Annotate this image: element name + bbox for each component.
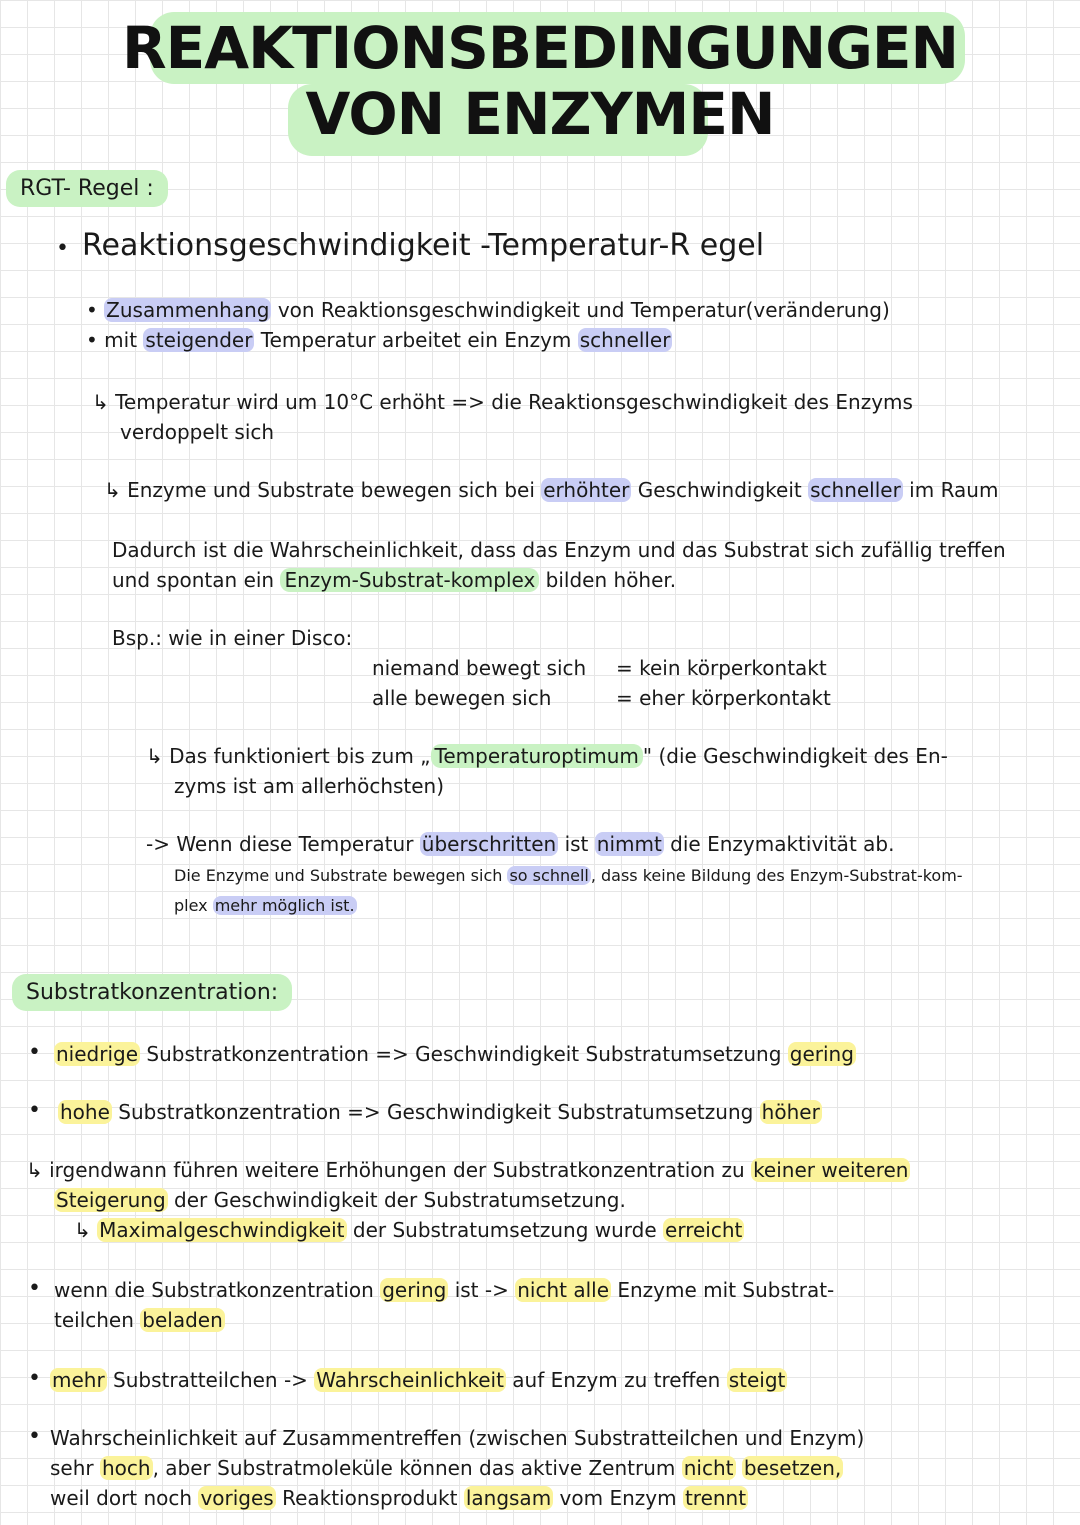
rgt-dadurch-line1: Dadurch ist die Wahrscheinlichkeit, dass das Enzym und das Substrat sich zufällig treffen <box>112 538 1006 562</box>
bullet-dot: • <box>28 1276 41 1301</box>
text: ist -> <box>448 1278 516 1302</box>
text: plex <box>174 896 213 915</box>
text: von Reaktionsgeschwindigkeit und Temperatur(veränderung) <box>271 298 890 322</box>
text: , dass keine Bildung des Enzym-Substrat-kom- <box>590 866 963 885</box>
rgt-arrow1-line1: ↳ Temperatur wird um 10°C erhöht => die Reaktionsgeschwindigkeit des Enzyms <box>92 390 913 414</box>
page-title-line2: VON ENZYMEN <box>305 80 775 148</box>
bullet-dot: • <box>56 236 69 261</box>
highlight: schneller <box>810 478 901 502</box>
text: teilchen <box>54 1308 141 1332</box>
highlight: Maximalgeschwindigkeit <box>99 1218 345 1242</box>
bullet-dot: • <box>28 1424 41 1449</box>
text: weil dort noch <box>50 1486 199 1510</box>
highlight: steigt <box>728 1368 786 1392</box>
text: ↳ irgendwann führen weitere Erhöhungen der Substratkonzentration zu <box>26 1158 752 1182</box>
highlight: höher <box>761 1100 820 1124</box>
rgt-wenn <box>146 832 894 856</box>
text: ↳ Enzyme und Substrate bewegen sich bei <box>104 478 542 502</box>
highlight: erreicht <box>665 1218 743 1242</box>
rgt-definition: Reaktionsgeschwindigkeit -Temperatur-R egel <box>82 228 765 263</box>
disco-right-2: = eher körperkontakt <box>616 686 831 710</box>
text: Reaktionsprodukt <box>275 1486 464 1510</box>
highlight: Enzym-Substrat-komplex <box>280 568 539 592</box>
highlight: schneller <box>579 328 671 352</box>
highlight: niedrige <box>56 1042 139 1066</box>
highlight: Zusammenhang <box>106 298 270 322</box>
highlight: beladen <box>142 1308 223 1332</box>
highlight: keiner weiteren <box>753 1158 909 1182</box>
substrat-bullet-2 <box>58 1100 822 1124</box>
highlight: trennt <box>684 1486 747 1510</box>
page-title-line1: REAKTIONSBEDINGUNGEN <box>122 14 958 82</box>
rgt-bullet-2: • mit steigender Temperatur arbeitet ein Enzym schneller <box>86 328 671 352</box>
substrat-c-line1 <box>26 1158 910 1182</box>
text: Temperatur arbeitet ein Enzym <box>254 328 578 352</box>
text: bilden höher. <box>539 568 677 592</box>
rgt-small-line1 <box>174 866 963 885</box>
text: die Enzymaktivität ab. <box>663 832 895 856</box>
text: Geschwindigkeit <box>631 478 809 502</box>
text: Substratkonzentration => Geschwindigkeit Substratumsetzung <box>111 1100 760 1124</box>
text: sehr <box>50 1456 100 1480</box>
text: -> Wenn diese Temperatur <box>146 832 420 856</box>
bullet-dot: • <box>28 1040 41 1065</box>
highlight: gering <box>382 1278 447 1302</box>
highlight: nicht <box>683 1456 734 1480</box>
substrat-f-line3 <box>50 1486 748 1510</box>
highlight: erhöhter <box>543 478 630 502</box>
bullet-dot: • <box>28 1366 41 1391</box>
highlight: Wahrscheinlichkeit <box>316 1368 504 1392</box>
disco-right-1: = kein körperkontakt <box>616 656 827 680</box>
text: ↳ Das funktioniert bis zum „ <box>146 744 431 768</box>
text: Die Enzyme und Substrate bewegen sich <box>174 866 508 885</box>
highlight: hohe <box>60 1100 110 1124</box>
highlight: Temperaturoptimum <box>431 744 643 768</box>
disco-left-2: alle bewegen sich <box>372 686 552 710</box>
text: " (die Geschwindigkeit des En- <box>642 744 948 768</box>
substrat-f-line2 <box>50 1456 843 1480</box>
bullet-dot: • <box>28 1098 41 1123</box>
highlight: nicht alle <box>517 1278 609 1302</box>
rgt-example: Bsp.: wie in einer Disco: <box>112 626 353 650</box>
highlight: nimmt <box>596 832 662 856</box>
rgt-bullet-1: • Zusammenhang von Reaktionsgeschwindigkeit und Temperatur(veränderung) <box>86 298 890 322</box>
highlight: gering <box>789 1042 854 1066</box>
text: Enzyme mit Substrat- <box>611 1278 835 1302</box>
rgt-heading: RGT- Regel : <box>6 170 168 207</box>
highlight: langsam <box>465 1486 552 1510</box>
highlight: voriges <box>200 1486 274 1510</box>
substrat-bullet-1 <box>54 1042 856 1066</box>
highlight: so schnell <box>509 866 589 885</box>
substrat-d-line2 <box>54 1308 225 1332</box>
text: Substratteilchen -> <box>106 1368 315 1392</box>
highlight: überschritten <box>421 832 557 856</box>
text: im Raum <box>902 478 999 502</box>
highlight: mehr möglich ist. <box>214 896 355 915</box>
text: mit <box>104 328 144 352</box>
highlight: Steigerung <box>56 1188 166 1212</box>
disco-left-1: niemand bewegt sich <box>372 656 587 680</box>
substrat-heading: Substratkonzentration: <box>12 974 292 1011</box>
substrat-f-line1: Wahrscheinlichkeit auf Zusammentreffen (zwischen Substratteilchen und Enzym) <box>50 1426 865 1450</box>
text: der Substratumsetzung wurde <box>346 1218 664 1242</box>
substrat-c-line2 <box>54 1188 626 1212</box>
text: der Geschwindigkeit der Substratumsetzung. <box>167 1188 626 1212</box>
text: und spontan ein <box>112 568 281 592</box>
rgt-optimum-line1 <box>146 744 948 768</box>
text: wenn die Substratkonzentration <box>54 1278 381 1302</box>
substrat-d-line1 <box>54 1278 834 1302</box>
highlight: mehr <box>52 1368 105 1392</box>
highlight: steigender <box>145 328 253 352</box>
text: auf Enzym zu treffen <box>505 1368 727 1392</box>
rgt-small-line2 <box>174 896 357 915</box>
text: ist <box>558 832 595 856</box>
rgt-dadurch-line2 <box>112 568 676 592</box>
substrat-e <box>50 1368 787 1392</box>
highlight: besetzen, <box>743 1456 842 1480</box>
rgt-optimum-line2: zyms ist am allerhöchsten) <box>174 774 445 798</box>
text: vom Enzym <box>553 1486 683 1510</box>
highlight: hoch <box>101 1456 151 1480</box>
text: Substratkonzentration => Geschwindigkeit Substratumsetzung <box>140 1042 788 1066</box>
rgt-arrow1-line2: verdoppelt sich <box>120 420 275 444</box>
substrat-c-line3 <box>74 1218 744 1242</box>
rgt-arrow2 <box>104 478 998 502</box>
text: ↳ <box>74 1218 98 1242</box>
text: , aber Substratmoleküle können das aktive Zentrum <box>152 1456 682 1480</box>
